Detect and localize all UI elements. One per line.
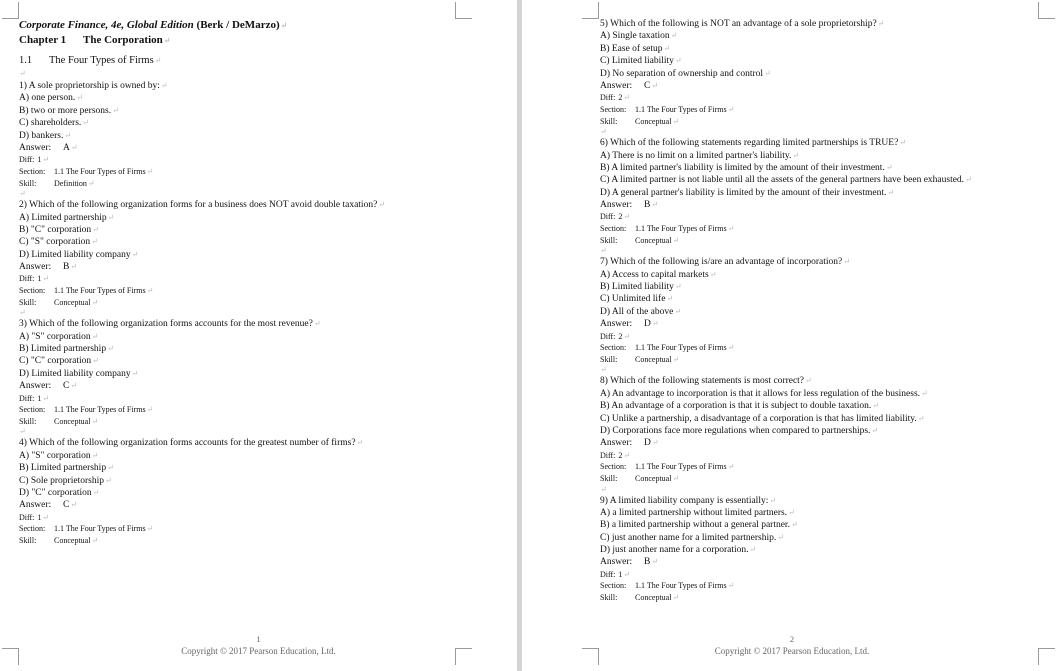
question-text: 7) Which of the following is/are an advantage of incorporation?↵ [600, 257, 850, 268]
difficulty: Diff: 2↵ [600, 212, 631, 222]
answer-option: D) Corporations face more regulations when compared to partnerships.↵ [600, 425, 879, 436]
correct-answer-label: Answer: [600, 80, 633, 91]
section-number: 1.1 [19, 55, 33, 66]
question-skill-value: Conceptual [54, 297, 91, 307]
difficulty-label: Diff: [19, 393, 35, 403]
question-skill-label: Skill: [600, 593, 618, 603]
book-title: Corporate Finance, 4e, Global Edition (Berk / DeMarzo)↵ [19, 19, 288, 31]
answer-option: B) Ease of setup↵ [600, 43, 671, 54]
answer-option-value: D) bankers. [19, 130, 64, 141]
difficulty-value: 2 [618, 212, 623, 222]
difficulty: Diff: 1↵ [19, 274, 50, 284]
answer-option: B) Limited partnership↵ [19, 344, 114, 355]
difficulty-value: 2 [618, 93, 623, 103]
question-text-value: 1) A sole proprietorship is owned by: [19, 81, 160, 91]
answer-option-value: A) Limited partnership [19, 212, 107, 223]
difficulty-label: Diff: [600, 212, 616, 222]
correct-answer: Answer: B↵ [600, 200, 659, 211]
correct-answer: Answer: D↵ [600, 438, 659, 449]
difficulty-value: 1 [37, 274, 42, 284]
page-corner-mark [582, 2, 599, 19]
question-text-value: 2) Which of the following organization forms for a business does NOT avoid double taxation? [19, 200, 378, 211]
correct-answer-value: C [63, 381, 70, 392]
correct-answer-label: Answer: [600, 200, 633, 211]
question-block: 6) Which of the following statements regarding limited partnerships is TRUE?↵ A) There is no limit on a limited partner's liability.↵ B) A limited partner's liability is limited by the amount of their investment.↵ C) A limited partner is not liable until all the assets of the general partners have been exhausted.↵ D) A general partner's liability is limited by the amount of their investment.↵ Answer: B↵ Diff: 2↵ Section: 1.1 The Four Types of Firms↵ Skill: Conceptual↵ ↵ [600, 137, 1040, 256]
question-block [19, 437, 499, 546]
answer-option: B) "C" corporation↵ [19, 224, 99, 235]
question-skill-label: Skill: [19, 297, 37, 307]
chapter-title: The Corporation [83, 34, 163, 46]
answer-option-value: D) Limited liability company [19, 368, 131, 379]
question-skill-label: Skill: [600, 116, 618, 126]
question-text-value: 3) Which of the following organization forms accounts for the most revenue? [19, 319, 313, 330]
question-section-label: Section: [19, 524, 46, 534]
question-text-value: 7) Which of the following is/are an advantage of incorporation? [600, 257, 843, 268]
question-section-label: Section: [19, 286, 46, 296]
answer-option: D) Limited liability company↵ [19, 368, 139, 379]
question-section-label: Section: [19, 405, 46, 415]
correct-answer-label: Answer: [19, 262, 52, 273]
difficulty: Diff: 1↵ [19, 512, 50, 522]
correct-answer-value: C [644, 80, 651, 91]
question-section-value: 1.1 The Four Types of Firms [54, 166, 146, 176]
book-authors: (Berk / DeMarzo) [193, 19, 280, 31]
question-skill-value: Conceptual [54, 535, 91, 545]
correct-answer: Answer: B↵ [19, 262, 78, 273]
answer-option: C) Unlike a partnership, a disadvantage of a corporation is that has limited liability.↵ [600, 413, 925, 424]
answer-option: C) Limited liability↵ [600, 56, 682, 67]
difficulty-label: Diff: [19, 512, 35, 522]
answer-option-value: B) a limited partnership without a general partner. [600, 520, 790, 531]
question-skill-label: Skill: [600, 354, 618, 364]
answer-option: C) A limited partner is not liable until all the assets of the general partners have been exhausted.↵ [600, 175, 972, 186]
page-2-text[interactable] [600, 0, 1040, 604]
question-text: 1) A sole proprietorship is owned by:↵ [19, 81, 168, 91]
correct-answer-label: Answer: [600, 319, 633, 330]
question-section-value: 1.1 The Four Types of Firms [635, 462, 727, 472]
page-corner-mark [1038, 2, 1055, 19]
section-title: The Four Types of Firms [49, 55, 154, 66]
answer-option: B) An advantage of a corporation is that it is subject to double taxation.↵ [600, 401, 879, 412]
page-footer [522, 633, 1062, 657]
question-skill: Skill: Conceptual↵ [600, 354, 680, 364]
question-text: 8) Which of the following statements is most correct?↵ [600, 376, 812, 387]
answer-option-value: D) "C" corporation [19, 487, 92, 498]
difficulty-value: 1 [37, 155, 42, 165]
answer-option: A) There is no limit on a limited partner's liability.↵ [600, 150, 800, 161]
correct-answer-value: A [63, 142, 70, 153]
question-skill: Skill: Conceptual↵ [600, 235, 680, 245]
correct-answer-value: B [644, 557, 651, 568]
question-text-value: 6) Which of the following statements regarding limited partnerships is TRUE? [600, 138, 899, 149]
correct-answer: Answer: A↵ [19, 142, 78, 153]
question-section-value: 1.1 The Four Types of Firms [54, 405, 146, 415]
answer-option-value: B) two or more persons. [19, 105, 112, 116]
answer-option: C) shareholders.↵ [19, 118, 89, 129]
answer-option: A) An advantage to incorporation is that it allows for less regulation of the business.↵ [600, 388, 928, 399]
difficulty: Diff: 1↵ [19, 155, 50, 165]
question-section-label: Section: [600, 104, 627, 114]
question-section-label: Section: [600, 343, 627, 353]
answer-option: D) bankers.↵ [19, 130, 72, 141]
difficulty-value: 2 [618, 331, 623, 341]
question-block: 2) Which of the following organization forms for a business does NOT avoid double taxation?↵ A) Limited partnership↵ B) "C" corporation↵ C) "S" corporation↵ D) Limited liability company↵ Answer: B↵ Diff: 1↵ Section: 1.1 The Four Types of Firms↵ Skill: Conceptual↵ ↵ [19, 199, 499, 318]
question-skill-value: Conceptual [635, 235, 672, 245]
correct-answer-value: C [63, 500, 70, 511]
difficulty-label: Diff: [600, 331, 616, 341]
answer-option-value: A) An advantage to incorporation is that it allows for less regulation of the business. [600, 388, 921, 399]
difficulty-label: Diff: [19, 274, 35, 284]
difficulty: Diff: 1↵ [600, 569, 631, 579]
question-section: Section: 1.1 The Four Types of Firms↵ [600, 462, 735, 472]
question-section: Section: 1.1 The Four Types of Firms↵ [19, 405, 154, 415]
answer-option: C) "C" corporation↵ [19, 356, 99, 367]
answer-option-value: A) one person. [19, 93, 76, 104]
question-skill-label: Skill: [19, 416, 37, 426]
document-page-2 [522, 0, 1062, 671]
answer-option: C) "S" corporation↵ [19, 237, 98, 248]
difficulty: Diff: 2↵ [600, 450, 631, 460]
correct-answer-value: D [644, 319, 651, 330]
answer-option: A) Limited partnership↵ [19, 212, 115, 223]
question-text: 5) Which of the following is NOT an advantage of a sole proprietorship?↵ [600, 19, 885, 29]
answer-option: A) "S" corporation↵ [19, 450, 99, 461]
page-number: 1 [256, 634, 261, 644]
question-skill-value: Conceptual [54, 416, 91, 426]
answer-option-value: C) Limited liability [600, 56, 674, 67]
question-skill-label: Skill: [19, 535, 37, 545]
question-section-value: 1.1 The Four Types of Firms [54, 524, 146, 534]
answer-option-value: B) A limited partner's liability is limited by the amount of their investment. [600, 162, 885, 173]
question-list-page-2 [600, 18, 1040, 604]
answer-option: D) "C" corporation↵ [19, 487, 100, 498]
correct-answer-label: Answer: [19, 142, 52, 153]
question-text: 2) Which of the following organization forms for a business does NOT avoid double taxation?↵ [19, 200, 385, 211]
question-block: 3) Which of the following organization forms accounts for the most revenue?↵ A) "S" corporation↵ B) Limited partnership↵ C) "C" corporation↵ D) Limited liability company↵ Answer: C↵ Diff: 1↵ Section: 1.1 The Four Types of Firms↵ Skill: Conceptual↵ ↵ [19, 318, 499, 437]
question-skill: Skill: Conceptual↵ [19, 535, 99, 545]
question-block: 1) A sole proprietorship is owned by:↵ A) one person.↵ B) two or more persons.↵ C) shareholders.↵ D) bankers.↵ Answer: A↵ Diff: 1↵ Section: 1.1 The Four Types of Firms↵ Skill: Definition↵ ↵ [19, 80, 499, 199]
answer-option: A) Single taxation↵ [600, 31, 678, 42]
question-section-value: 1.1 The Four Types of Firms [635, 581, 727, 591]
answer-option: D) All of the above↵ [600, 306, 682, 317]
correct-answer: Answer: B↵ [600, 557, 659, 568]
answer-option-value: B) Ease of setup [600, 43, 663, 54]
answer-option-value: D) Corporations face more regulations when compared to partnerships. [600, 425, 871, 436]
book-title-text: Corporate Finance, 4e, Global Edition [19, 19, 194, 31]
correct-answer: Answer: C↵ [19, 381, 78, 392]
question-skill-value: Conceptual [635, 473, 672, 483]
answer-option: B) two or more persons.↵ [19, 105, 119, 116]
chapter-number: Chapter 1 [19, 34, 67, 46]
correct-answer: Answer: C↵ [600, 80, 659, 91]
question-list-page-1 [19, 80, 499, 547]
question-skill: Skill: Conceptual↵ [600, 593, 680, 603]
question-text: 6) Which of the following statements regarding limited partnerships is TRUE?↵ [600, 138, 907, 149]
answer-option: A) "S" corporation↵ [19, 331, 99, 342]
answer-option: C) Unlimited life↵ [600, 294, 674, 305]
answer-option: D) just another name for a corporation.↵ [600, 545, 757, 556]
question-section: Section: 1.1 The Four Types of Firms↵ [600, 104, 735, 114]
page-footer [0, 633, 517, 657]
answer-option-value: C) Unlimited life [600, 294, 666, 305]
answer-option-value: B) Limited partnership [19, 344, 107, 355]
question-section-label: Section: [600, 581, 627, 591]
answer-option-value: B) Limited liability [600, 282, 674, 293]
question-skill-value: Conceptual [635, 116, 672, 126]
difficulty-label: Diff: [600, 450, 616, 460]
answer-option-value: C) A limited partner is not liable until all the assets of the general partners have been exhausted. [600, 175, 965, 186]
question-skill-label: Skill: [19, 178, 37, 188]
page-number: 2 [789, 634, 795, 644]
answer-option-value: B) "C" corporation [19, 224, 92, 235]
question-section-label: Section: [600, 462, 627, 472]
answer-option: D) A general partner's liability is limited by the amount of their investment.↵ [600, 187, 895, 198]
correct-answer-label: Answer: [600, 438, 633, 449]
difficulty: Diff: 2↵ [600, 331, 631, 341]
question-block [600, 495, 1040, 604]
answer-option-value: A) "S" corporation [19, 331, 91, 342]
answer-option-value: C) shareholders. [19, 118, 82, 129]
question-section-label: Section: [600, 224, 627, 234]
difficulty-value: 1 [37, 393, 42, 403]
answer-option: A) one person.↵ [19, 93, 83, 104]
question-section: Section: 1.1 The Four Types of Firms↵ [600, 224, 735, 234]
section-heading: 1.1 The Four Types of Firms↵ [19, 55, 162, 66]
correct-answer-value: D [644, 438, 651, 449]
question-section: Section: 1.1 The Four Types of Firms↵ [19, 286, 154, 296]
question-section-value: 1.1 The Four Types of Firms [635, 224, 727, 234]
question-skill-label: Skill: [600, 473, 618, 483]
correct-answer-label: Answer: [600, 557, 633, 568]
answer-option: A) a limited partnership without limited partners.↵ [600, 507, 795, 518]
answer-option: A) Access to capital markets↵ [600, 269, 717, 280]
question-section-value: 1.1 The Four Types of Firms [635, 343, 727, 353]
difficulty-label: Diff: [19, 155, 35, 165]
answer-option-value: A) Single taxation [600, 31, 670, 42]
question-skill: Skill: Conceptual↵ [19, 416, 99, 426]
difficulty-label: Diff: [600, 93, 616, 103]
answer-option: C) just another name for a limited partnership.↵ [600, 532, 784, 543]
answer-option-value: D) A general partner's liability is limited by the amount of their investment. [600, 187, 887, 198]
question-section: Section: 1.1 The Four Types of Firms↵ [600, 581, 735, 591]
question-text-value: 4) Which of the following organization forms accounts for the greatest number of firms? [19, 438, 356, 449]
correct-answer-value: B [644, 200, 651, 211]
question-block: 5) Which of the following is NOT an advantage of a sole proprietorship?↵ A) Single taxation↵ B) Ease of setup↵ C) Limited liability↵ D) No separation of ownership and control↵ Answer: C↵ Diff: 2↵ Section: 1.1 The Four Types of Firms↵ Skill: Conceptual↵ ↵ [600, 18, 1040, 137]
answer-option-value: A) Access to capital markets [600, 269, 709, 280]
question-skill: Skill: Conceptual↵ [600, 473, 680, 483]
difficulty: Diff: 2↵ [600, 93, 631, 103]
question-text: 4) Which of the following organization forms accounts for the greatest number of firms?↵ [19, 438, 364, 449]
correct-answer-label: Answer: [19, 381, 52, 392]
answer-option: B) Limited partnership↵ [19, 463, 114, 474]
answer-option-value: A) a limited partnership without limited partners. [600, 507, 788, 518]
answer-option-value: B) An advantage of a corporation is that it is subject to double taxation. [600, 401, 872, 412]
question-section-label: Section: [19, 166, 46, 176]
answer-option: B) A limited partner's liability is limited by the amount of their investment.↵ [600, 162, 893, 173]
answer-option-value: A) "S" corporation [19, 450, 91, 461]
page-corner-mark [2, 2, 19, 19]
question-text-value: 9) A limited liability company is essentially: [600, 495, 769, 506]
answer-option-value: C) Sole proprietorship [19, 475, 104, 486]
question-skill-label: Skill: [600, 235, 618, 245]
document-page-1 [0, 0, 517, 671]
correct-answer: Answer: C↵ [19, 500, 78, 511]
answer-option: B) a limited partnership without a general partner.↵ [600, 520, 798, 531]
answer-option-value: C) "C" corporation [19, 356, 92, 367]
answer-option-value: D) All of the above [600, 306, 674, 317]
difficulty-label: Diff: [600, 569, 616, 579]
question-text-value: 8) Which of the following statements is most correct? [600, 376, 805, 387]
copyright-notice: Copyright © 2017 Pearson Education, Ltd. [181, 646, 336, 656]
question-section: Section: 1.1 The Four Types of Firms↵ [19, 524, 154, 534]
question-block: 7) Which of the following is/are an advantage of incorporation?↵ A) Access to capital markets↵ B) Limited liability↵ C) Unlimited life↵ D) All of the above↵ Answer: D↵ Diff: 2↵ Section: 1.1 The Four Types of Firms↵ Skill: Conceptual↵ ↵ [600, 256, 1040, 375]
question-skill: Skill: Conceptual↵ [600, 116, 680, 126]
question-text: 9) A limited liability company is essentially:↵ [600, 495, 777, 506]
copyright-notice: Copyright © 2017 Pearson Education, Ltd. [714, 646, 870, 656]
difficulty-value: 1 [37, 512, 42, 522]
question-skill-value: Definition [54, 178, 87, 188]
answer-option-value: D) just another name for a corporation. [600, 545, 749, 556]
answer-option: D) Limited liability company↵ [19, 249, 139, 260]
answer-option-value: D) Limited liability company [19, 249, 131, 260]
question-skill-value: Conceptual [635, 593, 672, 603]
question-skill: Skill: Definition↵ [19, 178, 95, 188]
answer-option-value: A) There is no limit on a limited partner's liability. [600, 150, 792, 161]
page-1-text[interactable]: Corporate Finance, 4e, Global Edition (Berk / DeMarzo)↵ Chapter 1 The Corporation↵ 1.1 The Four Types of Firms↵ ↵ 1) A sole proprietorship is owned by:↵ A) one person.↵ B) two or more persons.↵ C) shareholders.↵ D) bankers.↵ Answer: A↵ Diff: 1↵ Section: 1.1 The Four Types of Firms↵ Skill: Definition↵ ↵ 2) Which of the following organization forms for a business does NOT avoid double taxation?↵ A) Limited partnership↵ B) "C" corporation↵ C) "S" corporation↵ D) Limited liability company↵ Answer: B↵ Diff: 1↵ Section: 1.1 The Four Types of Firms↵ Skill: Conceptual↵ ↵ 3) Which of the following organization forms accounts for the most revenue?↵ A) "S" corporation↵ B) Limited partnership↵ C) "C" corporation↵ D) Limited liability company↵ Answer: C↵ Diff: 1↵ Section: 1.1 The Four Types of Firms↵ Skill: Conceptual↵ ↵ 4) Which of the following organization forms accounts for the greatest number of firms?↵ A) "S" corporation↵ B) Limited partnership↵ C) Sole proprietorship↵ D) "C" corporation↵ Answer: C↵ Diff: 1↵ Section: 1.1 The Four Types of Firms↵ Skill: Conceptual↵ [19, 0, 499, 547]
question-text-value: 5) Which of the following is NOT an advantage of a sole proprietorship? [600, 19, 877, 29]
answer-option: C) Sole proprietorship↵ [19, 475, 112, 486]
answer-option-value: B) Limited partnership [19, 463, 107, 474]
correct-answer: Answer: D↵ [600, 319, 659, 330]
difficulty: Diff: 1↵ [19, 393, 50, 403]
question-text: 3) Which of the following organization forms accounts for the most revenue?↵ [19, 319, 321, 330]
answer-option-value: C) Unlike a partnership, a disadvantage of a corporation is that has limited liability. [600, 413, 917, 424]
correct-answer-label: Answer: [19, 500, 52, 511]
answer-option: D) No separation of ownership and control↵ [600, 68, 771, 79]
question-section-value: 1.1 The Four Types of Firms [635, 104, 727, 114]
difficulty-value: 1 [618, 569, 623, 579]
correct-answer-value: B [63, 262, 70, 273]
question-block: 8) Which of the following statements is most correct?↵ A) An advantage to incorporation is that it allows for less regulation of the business.↵ B) An advantage of a corporation is that it is subject to double taxation.↵ C) Unlike a partnership, a disadvantage of a corporation is that has limited liability.↵ D) Corporations face more regulations when compared to partnerships.↵ Answer: D↵ Diff: 2↵ Section: 1.1 The Four Types of Firms↵ Skill: Conceptual↵ ↵ [600, 375, 1040, 494]
difficulty-value: 2 [618, 450, 623, 460]
answer-option-value: C) "S" corporation [19, 237, 91, 248]
answer-option-value: C) just another name for a limited partnership. [600, 532, 777, 543]
answer-option-value: D) No separation of ownership and control [600, 68, 764, 79]
question-skill-value: Conceptual [635, 354, 672, 364]
answer-option: B) Limited liability↵ [600, 282, 682, 293]
question-section: Section: 1.1 The Four Types of Firms↵ [600, 343, 735, 353]
question-section: Section: 1.1 The Four Types of Firms↵ [19, 166, 154, 176]
question-skill: Skill: Conceptual↵ [19, 297, 99, 307]
question-section-value: 1.1 The Four Types of Firms [54, 286, 146, 296]
chapter-heading: Chapter 1 The Corporation↵ [19, 34, 171, 46]
